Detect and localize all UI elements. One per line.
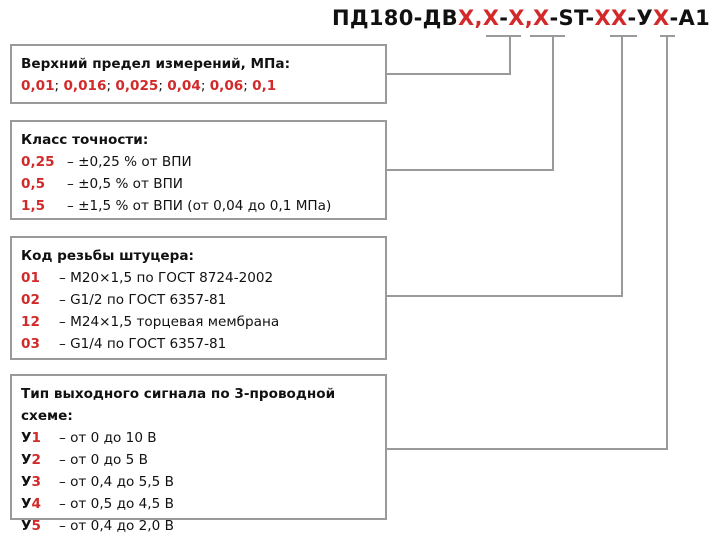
signal-item: У5 – от 0,4 до 2,0 В [21, 518, 174, 534]
signal-title: Тип выходного сигнала по 3-проводной схеме: [21, 386, 336, 424]
thread-box [10, 236, 387, 360]
signal-item: У2 – от 0 до 5 В [21, 452, 148, 468]
range-value: 0,01 [21, 78, 55, 94]
connector-accuracy [386, 36, 553, 170]
range-value: 0,06 [209, 78, 244, 94]
range-separator: ; [158, 78, 168, 94]
code-fixed-part: -У [627, 6, 654, 30]
signal-box [10, 374, 387, 534]
range-separator: ; [54, 78, 64, 94]
accuracy-list [21, 151, 376, 217]
thread-item: 01 – M20×1,5 по ГОСТ 8724-2002 [21, 270, 274, 286]
range-title: Верхний предел измерений, МПа: [21, 56, 291, 72]
code-variable-part: Х,Х [457, 6, 500, 30]
code-fixed-part: ПД180-ДВ [332, 6, 458, 30]
range-values [21, 75, 376, 97]
accuracy-item: 1,5 – ±1,5 % от ВПИ (от 0,04 до 0,1 МПа) [21, 198, 332, 214]
connector-range [386, 36, 510, 74]
range-value: 0,1 [252, 78, 277, 94]
code-fixed-part: - [499, 6, 509, 30]
accuracy-title: Класс точности: [21, 132, 149, 148]
signal-item: У1 – от 0 до 10 В [21, 430, 157, 446]
range-value: 0,016 [63, 78, 107, 94]
accuracy-item: 0,5 – ±0,5 % от ВПИ [21, 176, 183, 192]
signal-item: У4 – от 0,5 до 4,5 В [21, 496, 174, 512]
thread-item: 03 – G1/4 по ГОСТ 6357-81 [21, 336, 227, 352]
code-fixed-part: -А1 [669, 6, 710, 30]
code-variable-part: Х,Х [508, 6, 550, 30]
range-separator: ; [106, 78, 116, 94]
signal-item: У3 – от 0,4 до 5,5 В [21, 474, 174, 490]
thread-list [21, 267, 376, 355]
thread-item: 12 – M24×1,5 торцевая мембрана [21, 314, 280, 330]
code-variable-part: ХХ [594, 6, 628, 30]
accuracy-box [10, 120, 387, 220]
signal-list [21, 427, 376, 537]
thread-item: 02 – G1/2 по ГОСТ 6357-81 [21, 292, 227, 308]
range-separator: ; [200, 78, 210, 94]
connector-signal [386, 36, 667, 449]
range-box [10, 44, 387, 104]
accuracy-item: 0,25 – ±0,25 % от ВПИ [21, 154, 192, 170]
range-value: 0,025 [115, 78, 159, 94]
range-value: 0,04 [167, 78, 201, 94]
thread-title: Код резьбы штуцера: [21, 248, 194, 264]
code-fixed-part: -ST- [549, 6, 595, 30]
range-separator: ; [243, 78, 253, 94]
code-variable-part: Х [653, 6, 670, 30]
